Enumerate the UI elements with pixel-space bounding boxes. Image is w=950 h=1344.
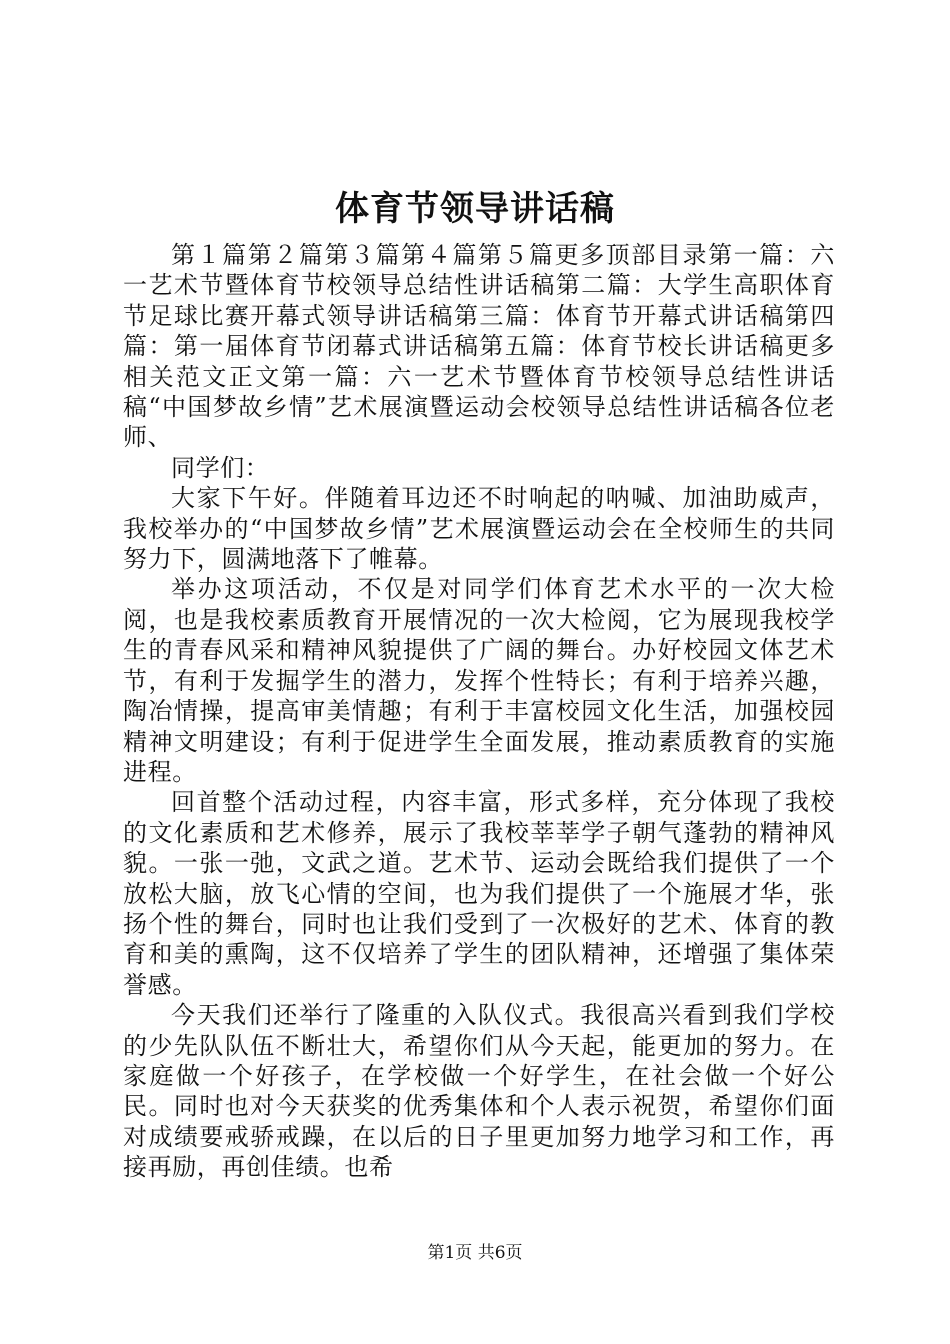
paragraph-activity-significance: 举办这项活动，不仅是对同学们体育艺术水平的一次大检阅，也是我校素质教育开展情况的一次大检阅，它为展现我校学生的青春风采和精神风貌提供了广阔的舞台。办好校园文体艺术节，有利于发掘学生的潜力，发挥个性特长；有利于培养兴趣，陶冶情操，提高审美情趣；有利于丰富校园文化生活，加强校园精神文明建设；有利于促进学生全面发展，推动素质教育的实施进程。 bbox=[123, 575, 835, 786]
page-number-footer: 第1页 共6页 bbox=[427, 1243, 523, 1263]
paragraph-greeting: 大家下午好。伴随着耳边还不时响起的呐喊、加油助威声，我校举办的“中国梦故乡情”艺术展演暨运动会在全校师生的共同努力下，圆满地落下了帷幕。 bbox=[123, 484, 835, 574]
document-title: 体育节领导讲话稿 bbox=[335, 189, 615, 229]
document-body bbox=[123, 240, 835, 1183]
paragraph-salutation: 同学们： bbox=[171, 453, 270, 482]
paragraph-review: 回首整个活动过程，内容丰富，形式多样，充分体现了我校的文化素质和艺术修养，展示了我校莘莘学子朝气蓬勃的精神风貌。一张一弛，文武之道。艺术节、运动会既给我们提供了一个放松大脑，放飞心情的空间，也为我们提供了一个施展才华，张扬个性的舞台，同时也让我们受到了一次极好的艺术、体育的教育和美的熏陶，这不仅培养了学生的团队精神，还增强了集体荣誉感。 bbox=[123, 788, 835, 999]
paragraph-table-of-contents: 第１篇第２篇第３篇第４篇第５篇更多顶部目录第一篇：六一艺术节暨体育节校领导总结性讲话稿第二篇：大学生高职体育节足球比赛开幕式领导讲话稿第三篇：体育节开幕式讲话稿第四篇：第一届体育节闭幕式讲话稿第五篇：体育节校长讲话稿更多相关范文正文第一篇：六一艺术节暨体育节校领导总结性讲话稿“中国梦故乡情”艺术展演暨运动会校领导总结性讲话稿各位老师、 bbox=[123, 241, 835, 452]
paragraph-induction-ceremony: 今天我们还举行了隆重的入队仪式。我很高兴看到我们学校的少先队队伍不断壮大，希望你们从今天起，能更加的努力。在家庭做一个好孩子，在学校做一个好学生，在社会做一个好公民。同时也对今天获奖的优秀集体和个人表示祝贺，希望你们面对成绩要戒骄戒躁，在以后的日子里更加努力地学习和工作，再接再励，再创佳绩。也希 bbox=[123, 1001, 835, 1182]
